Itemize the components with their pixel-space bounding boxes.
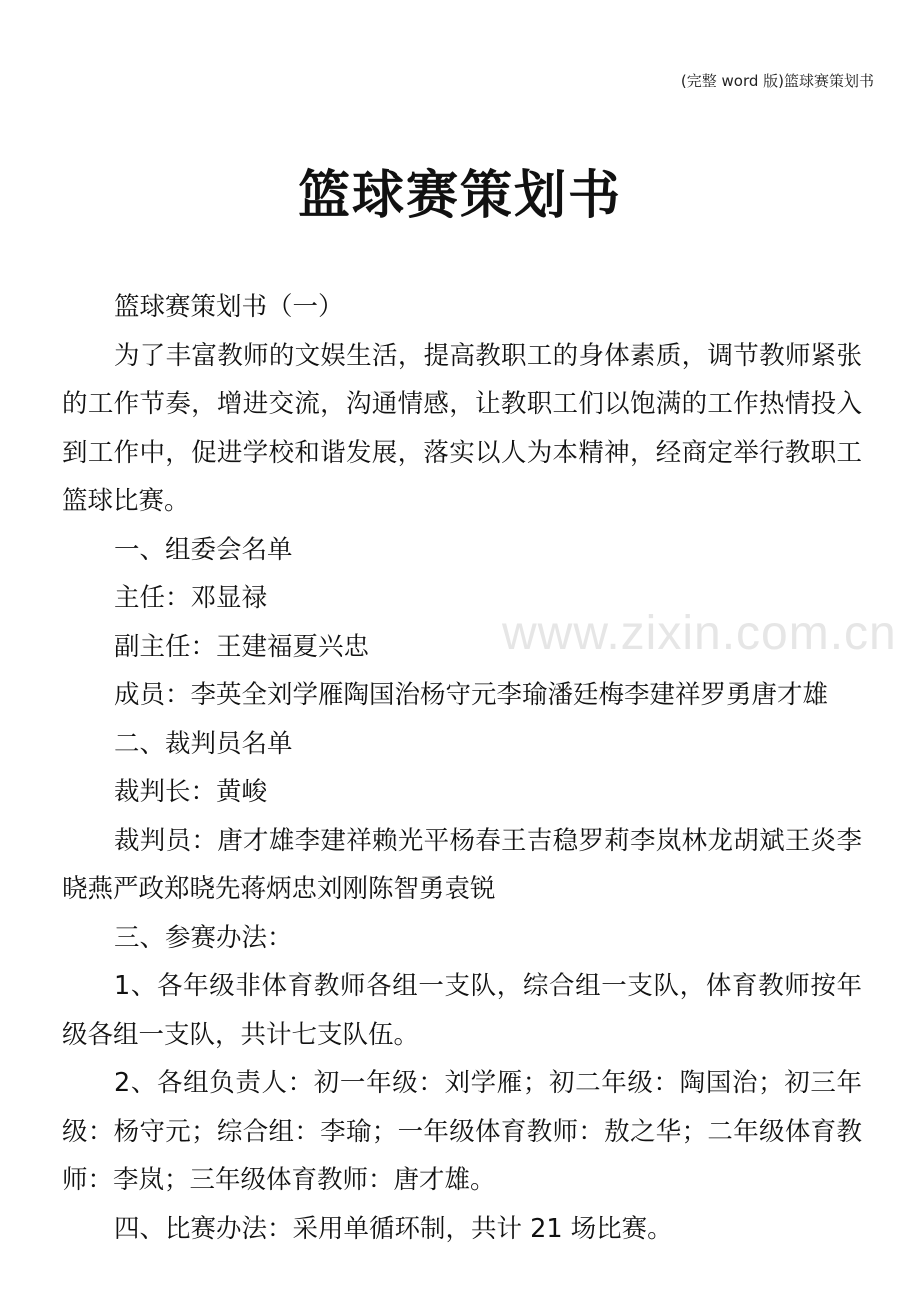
list-item: 主任：邓显禄	[114, 583, 268, 613]
list-item: 裁判长：黄峻	[114, 777, 268, 807]
list-item: 成员：李英全刘学雁陶国治杨守元李瑜潘廷梅李建祥罗勇唐才雄	[114, 680, 829, 710]
watermark-text: www.zixin.com.cn	[502, 607, 897, 660]
document-title: 篮球赛策划书	[297, 166, 622, 226]
section-heading: 四、比赛办法：采用单循环制，共计 21 场比赛。	[114, 1213, 673, 1244]
document-header: (完整 word 版)篮球赛策划书	[680, 72, 874, 90]
list-item: 2、各组负责人：初一年级：刘学雁；初二年级：陶国治；初三年级：杨守元；综合组：李瑜；一年级体育教师：敖之华；二年级体育教师：李岚；三年级体育教师：唐才雄。	[62, 1068, 862, 1195]
list-item: 1、各年级非体育教师各组一支队，综合组一支队，体育教师按年级各组一支队，共计七支队伍。	[62, 971, 862, 1050]
section-heading: 一、组委会名单	[114, 534, 293, 565]
document-body	[62, 283, 862, 1253]
section-heading: 篮球赛策划书（一）	[114, 292, 344, 322]
intro-paragraph: 为了丰富教师的文娱生活，提高教职工的身体素质，调节教师紧张的工作节奏，增进交流，沟通情感，让教职工们以饱满的工作热情投入到工作中，促进学校和谐发展，落实以人为本精神，经商定举行教职工篮球比赛。	[62, 340, 862, 516]
list-item: 裁判员：唐才雄李建祥赖光平杨春王吉稳罗莉李岚林龙胡斌王炎李晓燕严政郑晓先蒋炳忠刘刚陈智勇袁锐	[62, 825, 862, 904]
section-heading: 二、裁判员名单	[114, 728, 293, 759]
list-item: 副主任：王建福夏兴忠	[114, 631, 370, 662]
section-heading: 三、参赛办法：	[114, 922, 293, 953]
